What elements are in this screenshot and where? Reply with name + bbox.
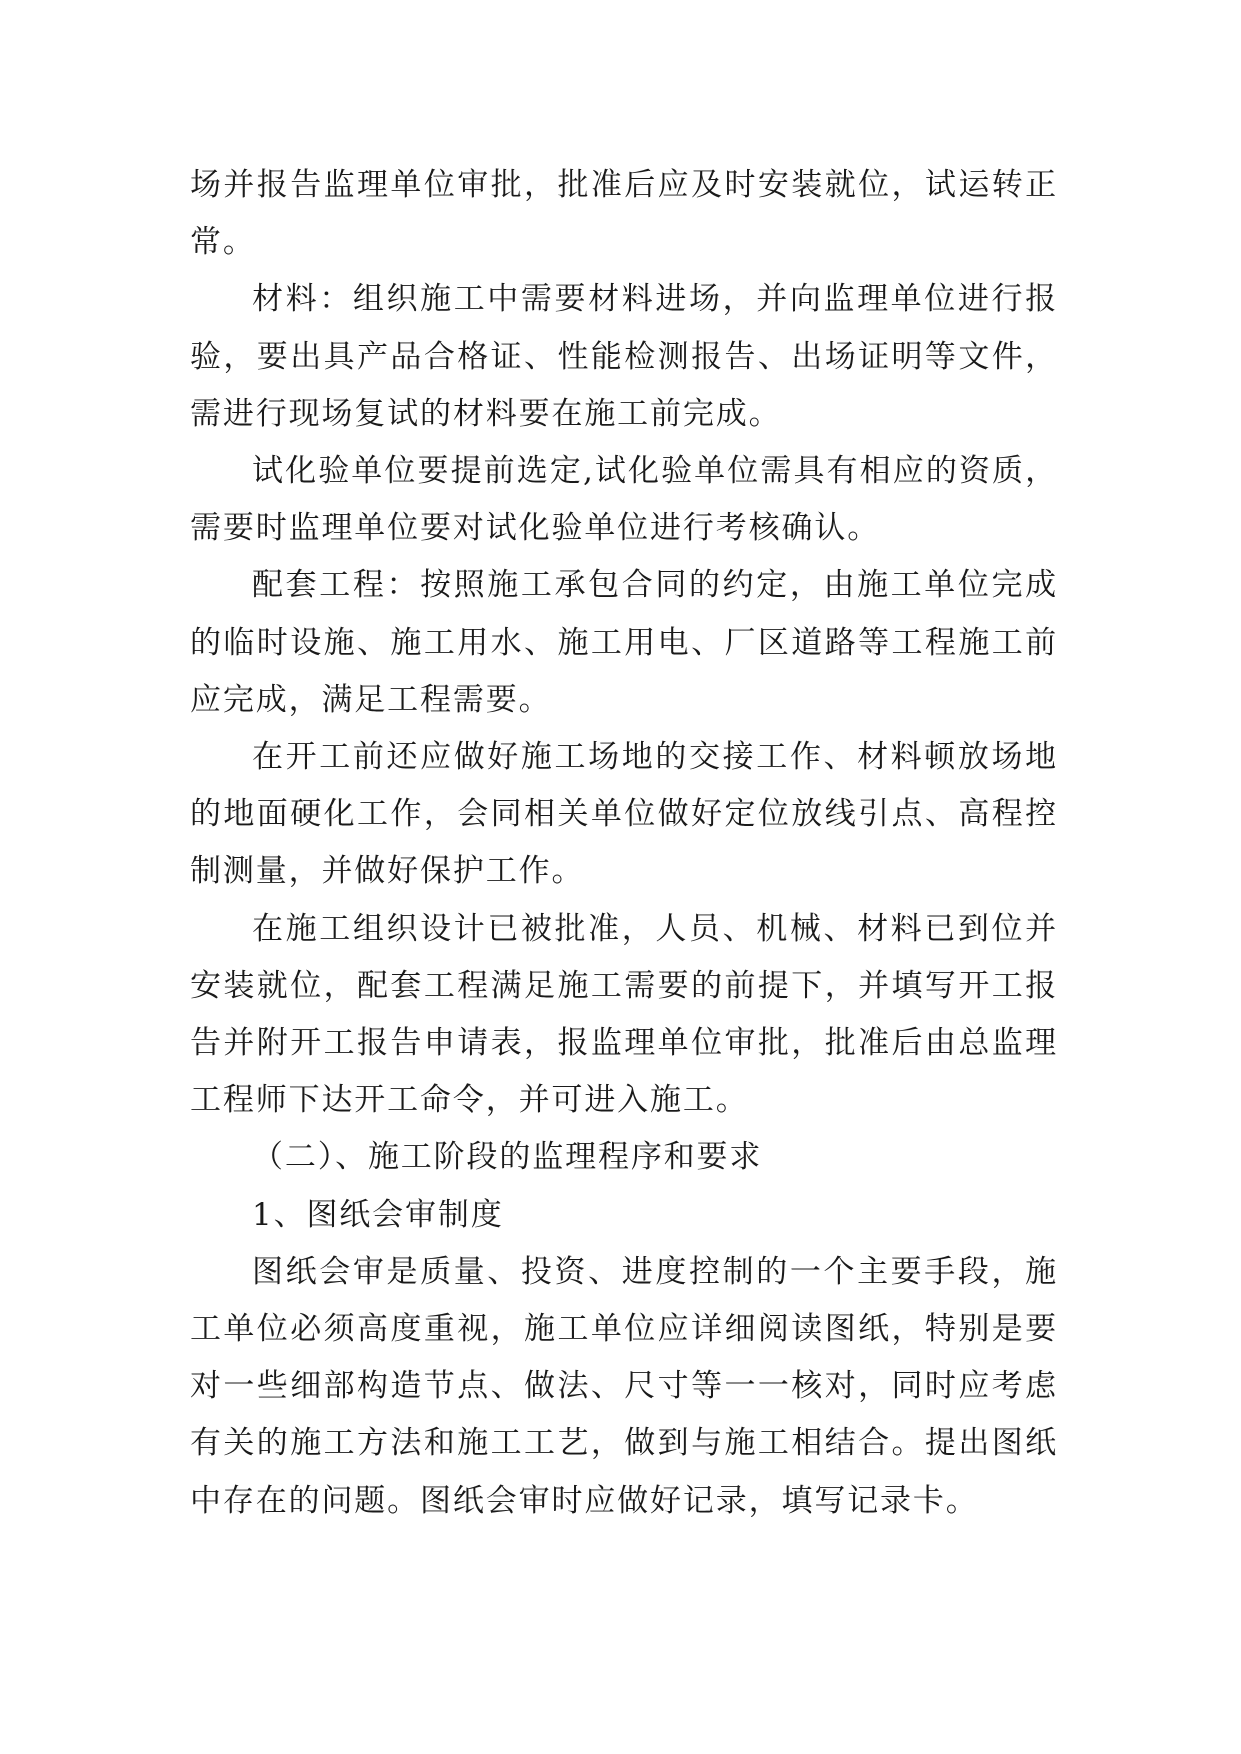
paragraph-testing-unit: 试化验单位要提前选定,试化验单位需具有相应的资质，需要时监理单位要对试化验单位进行考核确认。 bbox=[190, 453, 1058, 547]
paragraph-supporting-works: 配套工程：按照施工承包合同的约定，由施工单位完成的临时设施、施工用水、施工用电、厂区道路等工程施工前应完成，满足工程需要。 bbox=[190, 567, 1058, 718]
paragraph-drawing-review: 图纸会审是质量、投资、进度控制的一个主要手段，施工单位必须高度重视，施工单位应详细阅读图纸，特别是要对一些细部构造节点、做法、尺寸等一一核对，同时应考虑有关的施工方法和施工工艺，做到与施工相结合。提出图纸中存在的问题。图纸会审时应做好记录，填写记录卡。 bbox=[190, 1253, 1058, 1519]
subsection-heading: 1、图纸会审制度 bbox=[252, 1196, 504, 1233]
paragraph-commencement: 在施工组织设计已被批准，人员、机械、材料已到位并安装就位，配套工程满足施工需要的前提下，并填写开工报告并附开工报告申请表，报监理单位审批，批准后由总监理工程师下达开工命令，并可进入施工。 bbox=[190, 910, 1058, 1119]
paragraph-site-handover: 在开工前还应做好施工场地的交接工作、材料顿放场地的地面硬化工作，会同相关单位做好定位放线引点、高程控制测量，并做好保护工作。 bbox=[190, 739, 1058, 890]
paragraph-materials: 材料：组织施工中需要材料进场，并向监理单位进行报验，要出具产品合格证、性能检测报告、出场证明等文件，需进行现场复试的材料要在施工前完成。 bbox=[190, 281, 1058, 432]
document-body bbox=[190, 157, 1058, 1530]
paragraph-equipment-continuation: 场并报告监理单位审批，批准后应及时安装就位，试运转正常。 bbox=[190, 167, 1058, 261]
section-heading: （二）、施工阶段的监理程序和要求 bbox=[252, 1139, 763, 1176]
